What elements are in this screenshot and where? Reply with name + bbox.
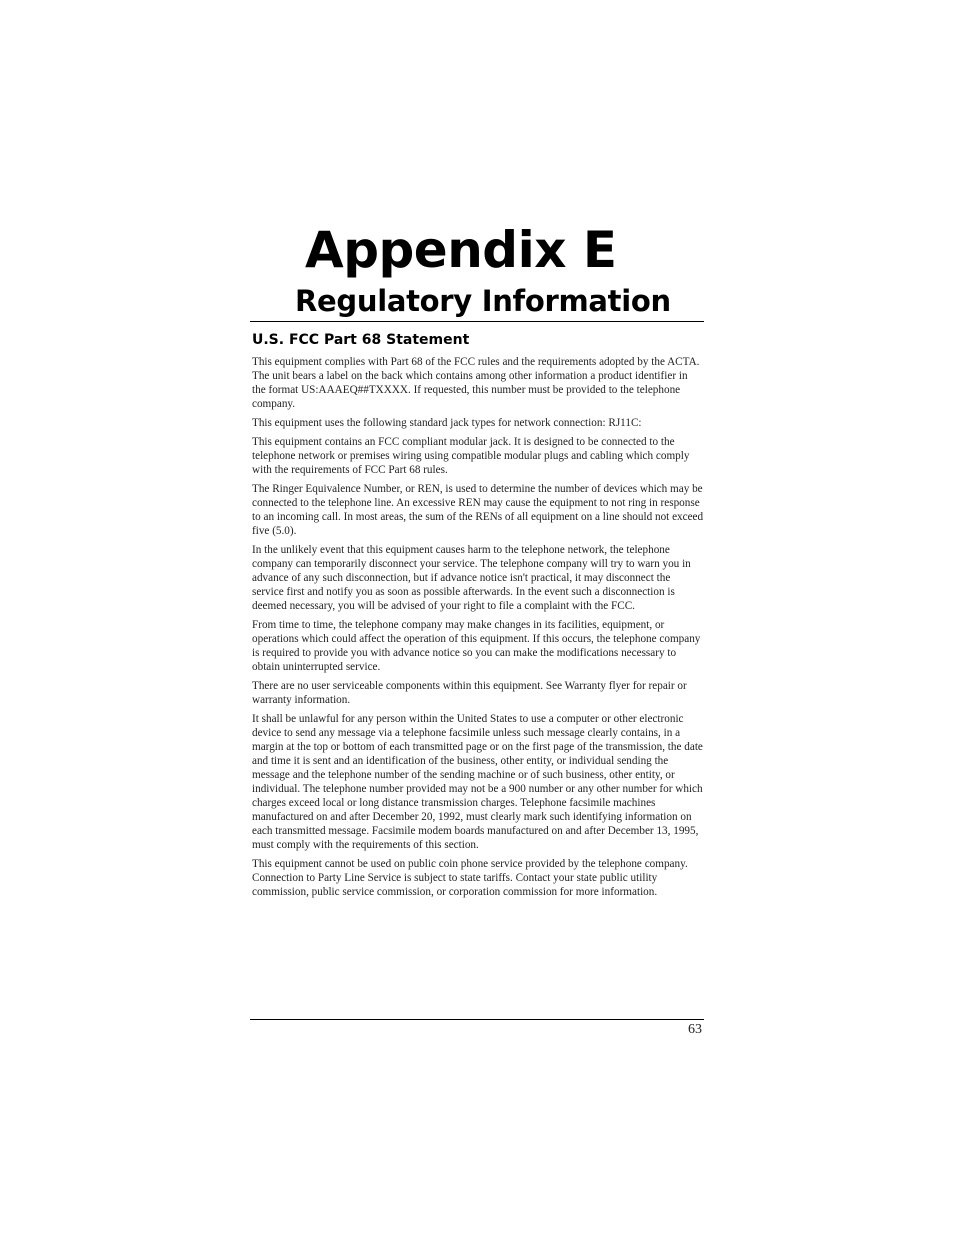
paragraph-ren: The Ringer Equivalence Number, or REN, is used to determine the number of devices which may be connected to the telephone line. An excessive REN may cause the equipment to not ring in response to an incoming call. In most areas, the sum of the RENs of all equipment on a line should not exceed five (5.0). xyxy=(252,483,704,537)
page-number: 63 xyxy=(688,1022,702,1037)
chapter-title: Appendix E xyxy=(305,221,617,279)
paragraph-facsimile: It shall be unlawful for any person within the United States to use a computer or other electronic device to send any message via a telephone facsimile unless such message clearly contains, in a margin at the top or bottom of each transmitted page or on the first page of the transmission, the date and time it is sent and an identification of the business, other entity, or individual sending the message and the telephone number of the sending machine or of such business, other entity, or individual. The telephone number provided may not be a 900 number or any other number for which charges exceed local or long distance transmission charges. Telephone facsimile machines manufactured on and after December 20, 1992, must clearly mark such identifying information on each transmitted message. Facsimile modem boards manufactured on and after December 13, 1995, must comply with the requirements of this section. xyxy=(252,713,703,851)
paragraph-jack-types: This equipment uses the following standard jack types for network connection: RJ11C: xyxy=(252,417,642,429)
section-content xyxy=(252,330,704,904)
paragraph-network-harm: In the unlikely event that this equipment causes harm to the telephone network, the telephone company can temporarily disconnect your service. The telephone company will try to warn you in advance of any such disconnection, but if advance notice isn't practical, it may disconnect the service first and notify you as soon as possible afterwards. In the event such a disconnection is deemed necessary, you will be advised of your right to file a complaint with the FCC. xyxy=(252,544,691,612)
paragraph-fcc-compliance: This equipment complies with Part 68 of the FCC rules and the requirements adopted by the ACTA. The unit bears a label on the back which contains among other information a product identifier in the format US:AAAEQ##TXXXX. If requested, this number must be provided to the telephone company. xyxy=(252,356,700,410)
paragraph-coin-phone: This equipment cannot be used on public coin phone service provided by the telephone company. Connection to Party Line Service is subject to state tariffs. Contact your state public utility commission, public service commission, or corporation commission for more information. xyxy=(252,858,688,898)
title-divider xyxy=(250,321,704,322)
paragraph-facility-changes: From time to time, the telephone company may make changes in its facilities, equipment, or operations which could affect the operation of this equipment. If this occurs, the telephone company is required to provide you with advance notice so you can make the modifications necessary to obtain uninterrupted service. xyxy=(252,619,701,673)
paragraph-serviceable-components: There are no user serviceable components within this equipment. See Warranty flyer for repair or warranty information. xyxy=(252,680,687,706)
section-heading: U.S. FCC Part 68 Statement xyxy=(252,332,470,348)
paragraph-modular-jack: This equipment contains an FCC compliant modular jack. It is designed to be connected to the telephone network or premises wiring using compatible modular plugs and cabling which comply with the requirements of FCC Part 68 rules. xyxy=(252,436,690,476)
chapter-subtitle: Regulatory Information xyxy=(295,284,671,318)
footer-divider xyxy=(250,1019,704,1020)
